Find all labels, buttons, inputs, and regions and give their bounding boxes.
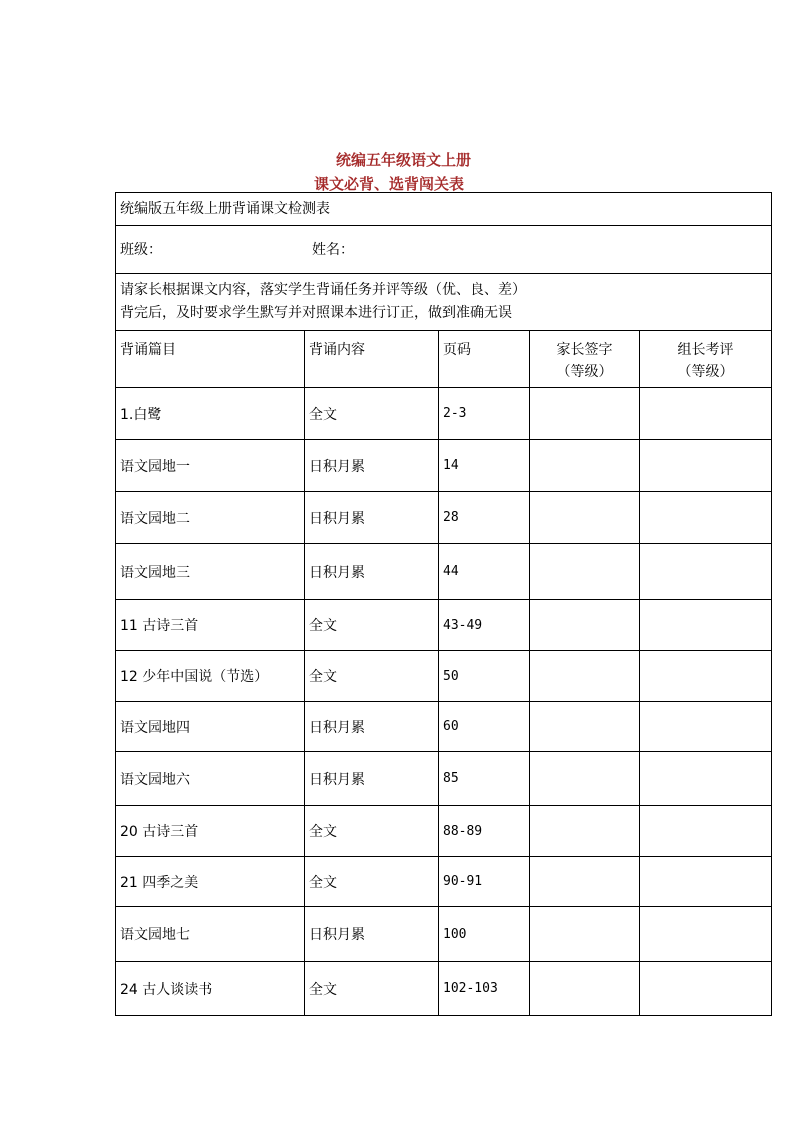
- table-row: [116, 388, 772, 440]
- row-page: 100: [439, 907, 530, 962]
- leader-evaluation-cell[interactable]: [640, 907, 772, 962]
- column-header-leader-evaluation: 组长考评 （等级）: [640, 331, 772, 388]
- parent-signature-cell[interactable]: [530, 962, 640, 1016]
- row-title: 24 古人谈读书: [116, 962, 305, 1016]
- leader-evaluation-cell[interactable]: [640, 440, 772, 492]
- parent-signature-cell[interactable]: [530, 907, 640, 962]
- parent-signature-cell[interactable]: [530, 651, 640, 702]
- table-row: [116, 752, 772, 806]
- row-title: 语文园地四: [116, 702, 305, 752]
- row-page: 60: [439, 702, 530, 752]
- row-content: 日积月累: [305, 492, 439, 544]
- row-title: 1.白鹭: [116, 388, 305, 440]
- table-row: [116, 651, 772, 702]
- row-content: 全文: [305, 857, 439, 907]
- leader-evaluation-cell[interactable]: [640, 651, 772, 702]
- leader-evaluation-cell[interactable]: [640, 752, 772, 806]
- row-content: 全文: [305, 962, 439, 1016]
- table-row: [116, 907, 772, 962]
- leader-evaluation-cell[interactable]: [640, 388, 772, 440]
- recitation-check-table: [115, 192, 772, 1016]
- instructions-cell: [116, 274, 772, 331]
- row-content: 日积月累: [305, 440, 439, 492]
- row-page: 14: [439, 440, 530, 492]
- row-page: 43-49: [439, 600, 530, 651]
- instruction-line: 请家长根据课文内容，落实学生背诵任务并评等级（优、良、差）: [120, 282, 526, 298]
- parent-signature-cell[interactable]: [530, 544, 640, 600]
- row-page: 28: [439, 492, 530, 544]
- column-header-parent-signature: 家长签字 （等级）: [530, 331, 640, 388]
- row-content: 全文: [305, 806, 439, 857]
- row-content: 全文: [305, 600, 439, 651]
- row-page: 88-89: [439, 806, 530, 857]
- row-content: 全文: [305, 388, 439, 440]
- leader-evaluation-cell[interactable]: [640, 857, 772, 907]
- row-page: 44: [439, 544, 530, 600]
- column-header-page: 页码: [439, 331, 530, 388]
- instruction-line: 背完后，及时要求学生默写并对照课本进行订正，做到准确无误: [120, 305, 512, 321]
- leader-evaluation-cell[interactable]: [640, 806, 772, 857]
- parent-signature-cell[interactable]: [530, 388, 640, 440]
- parent-signature-cell[interactable]: [530, 440, 640, 492]
- table-row: [116, 544, 772, 600]
- parent-signature-cell[interactable]: [530, 600, 640, 651]
- table-row: [116, 440, 772, 492]
- row-content: 日积月累: [305, 702, 439, 752]
- row-title: 语文园地七: [116, 907, 305, 962]
- table-row: [116, 857, 772, 907]
- student-info-row: [116, 226, 772, 274]
- row-page: 102-103: [439, 962, 530, 1016]
- parent-signature-cell[interactable]: [530, 492, 640, 544]
- row-title: 11 古诗三首: [116, 600, 305, 651]
- table-row: [116, 492, 772, 544]
- table-row: [116, 962, 772, 1016]
- row-title: 语文园地一: [116, 440, 305, 492]
- column-header-content: 背诵内容: [305, 331, 439, 388]
- parent-signature-cell[interactable]: [530, 752, 640, 806]
- leader-evaluation-cell[interactable]: [640, 962, 772, 1016]
- row-title: 12 少年中国说（节选）: [116, 651, 305, 702]
- row-content: 日积月累: [305, 752, 439, 806]
- leader-evaluation-cell[interactable]: [640, 702, 772, 752]
- row-page: 85: [439, 752, 530, 806]
- row-title: 语文园地六: [116, 752, 305, 806]
- row-title: 20 古诗三首: [116, 806, 305, 857]
- row-title: 语文园地二: [116, 492, 305, 544]
- row-page: 90-91: [439, 857, 530, 907]
- row-content: 日积月累: [305, 907, 439, 962]
- document-title: 统编五年级语文上册: [336, 151, 472, 169]
- parent-signature-cell[interactable]: [530, 857, 640, 907]
- row-title: 语文园地三: [116, 544, 305, 600]
- name-label: 姓名：: [312, 241, 354, 258]
- column-header-title: 背诵篇目: [116, 331, 305, 388]
- row-title: 21 四季之美: [116, 857, 305, 907]
- document-subtitle: 课文必背、选背闯关表: [314, 175, 465, 193]
- leader-evaluation-cell[interactable]: [640, 600, 772, 651]
- row-page: 50: [439, 651, 530, 702]
- table-row: [116, 600, 772, 651]
- row-content: 日积月累: [305, 544, 439, 600]
- row-page: 2-3: [439, 388, 530, 440]
- leader-evaluation-cell[interactable]: [640, 544, 772, 600]
- class-label: 班级：: [120, 241, 162, 258]
- row-content: 全文: [305, 651, 439, 702]
- form-title: 统编版五年级上册背诵课文检测表: [116, 193, 772, 226]
- parent-signature-cell[interactable]: [530, 806, 640, 857]
- table-row: [116, 806, 772, 857]
- table-row: [116, 702, 772, 752]
- leader-evaluation-cell[interactable]: [640, 492, 772, 544]
- parent-signature-cell[interactable]: [530, 702, 640, 752]
